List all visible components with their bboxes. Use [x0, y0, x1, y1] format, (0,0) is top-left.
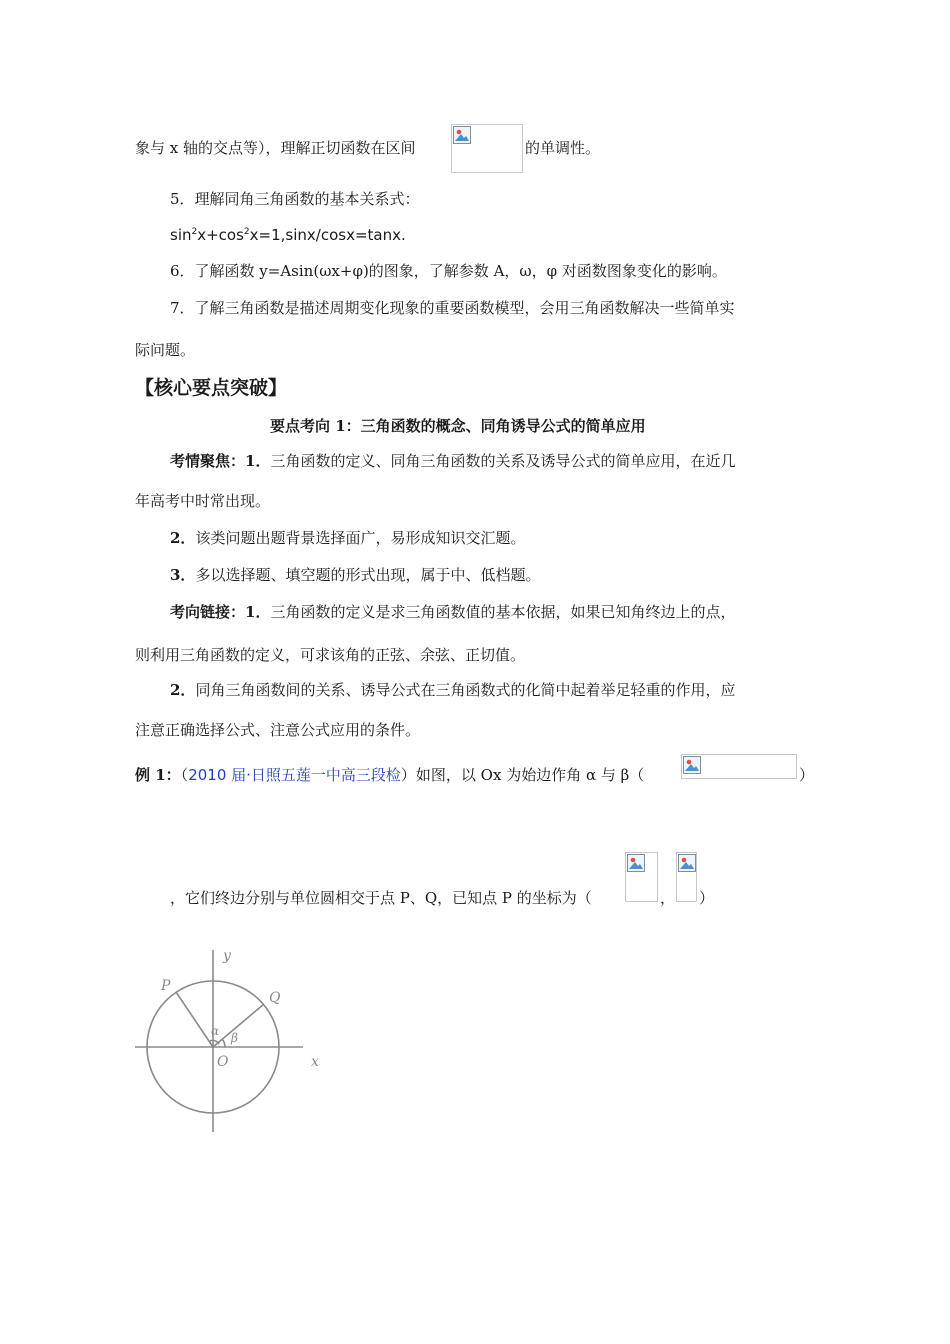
broken-image-icon: [683, 756, 701, 774]
example-1-line: [135, 765, 644, 785]
label-p: P: [161, 978, 171, 994]
label-x: x: [311, 1054, 319, 1070]
link-2-cont: 注意正确选择公式、注意公式应用的条件。: [135, 721, 421, 739]
focus-3-num: 3．: [170, 566, 196, 584]
item-7-line-cont: [135, 340, 195, 360]
item-7-line: [170, 298, 735, 318]
formula-exp-2: 2: [243, 227, 250, 237]
unit-circle-figure: [135, 940, 335, 1140]
text-item-7: 7．了解三角函数是描述周期变化现象的重要函数模型，会用三角函数解决一些简单实: [170, 299, 735, 317]
example-line2-text: ，它们终边分别与单位圆相交于点 P、Q，已知点 P 的坐标为（: [170, 889, 592, 907]
focus-label: 考情聚焦：: [170, 452, 246, 470]
close-paren-text: ）: [699, 889, 715, 907]
terminal-side-q: [213, 1004, 264, 1047]
formula-sin: sin: [170, 226, 192, 244]
link-line-1: [170, 602, 735, 622]
terminal-side-p: [176, 992, 213, 1047]
broken-image-icon: [678, 854, 696, 872]
link-line-2: [170, 680, 735, 700]
section-subheading-text: 要点考向 1：三角函数的概念、同角诱导公式的简单应用: [270, 417, 646, 435]
link-2-num: 2．: [170, 681, 196, 699]
focus-line-1-cont: [135, 491, 270, 511]
beta-arc: [222, 1039, 225, 1047]
text-item-7-cont: 际问题。: [135, 341, 196, 359]
example-line2-close: [699, 888, 714, 908]
text-item-5: 5．理解同角三角函数的基本关系式：: [170, 190, 420, 208]
broken-image-icon: [453, 126, 471, 144]
focus-line-1: [170, 451, 735, 471]
link-1-cont: 则利用三角函数的定义，可求该角的正弦、余弦、正切值。: [135, 646, 526, 664]
focus-1-num: 1．: [245, 452, 271, 470]
link-1-num: 1．: [245, 603, 271, 621]
example-close-paren: ）: [799, 766, 815, 784]
intro-line-1: [135, 138, 416, 158]
example-label: 例 1：: [135, 766, 181, 784]
interval-image-placeholder: [451, 124, 523, 173]
formula-cos: x+cos: [197, 226, 244, 244]
text-l1-post: 的单调性。: [525, 139, 601, 157]
label-o: O: [217, 1054, 229, 1070]
example-text: ）如图，以 Ox 为始边作角 α 与 β（: [400, 766, 645, 784]
example-1-line-2: [170, 888, 592, 908]
focus-2-text: 该类问题出题背景选择面广，易形成知识交汇题。: [195, 529, 526, 547]
intro-line-1-end: [525, 138, 600, 158]
comma-text: ，: [660, 889, 676, 907]
link-line-1-cont: [135, 645, 525, 665]
angle-range-image-placeholder: [681, 754, 797, 779]
text-l1-pre: 象与 x 轴的交点等），理解正切函数在区间: [135, 139, 416, 157]
formula-exp-1: 2: [191, 227, 198, 237]
text-item-6: 6．了解函数 y=Asin(ωx+φ)的图象，了解参数 A，ω，φ 对函数图象变化的影响。: [170, 262, 727, 280]
link-label: 考向链接：: [170, 603, 246, 621]
example-1-close: [799, 765, 814, 785]
item-5-line: [170, 189, 420, 209]
example-line2-comma: [660, 888, 675, 908]
label-alpha: α: [211, 1024, 220, 1038]
focus-1-cont: 年高考中时常出现。: [135, 492, 271, 510]
label-q: Q: [269, 990, 281, 1006]
coord-x-image-placeholder: [625, 852, 658, 902]
label-y: y: [223, 948, 231, 964]
link-1-text: 三角函数的定义是求三角函数值的基本依据，如果已知角终边上的点，: [270, 603, 736, 621]
example-source-link[interactable]: 2010 届·日照五莲一中高三段检: [188, 766, 401, 784]
section-heading: [135, 376, 287, 400]
broken-image-icon: [627, 854, 645, 872]
link-line-2-cont: [135, 720, 420, 740]
identity-formula-line: [170, 225, 406, 245]
coord-y-image-placeholder: [676, 852, 697, 902]
focus-2-num: 2．: [170, 529, 196, 547]
label-beta: β: [231, 1031, 238, 1045]
item-6-line: [170, 261, 727, 281]
focus-3-text: 多以选择题、填空题的形式出现，属于中、低档题。: [195, 566, 541, 584]
section-subheading: [270, 416, 646, 436]
formula-rest: x=1,sinx/cosx=tanx.: [249, 226, 406, 244]
focus-1-text: 三角函数的定义、同角三角函数的关系及诱导公式的简单应用，在近几: [270, 452, 736, 470]
example-paren-open: （: [180, 766, 189, 784]
focus-line-3: [170, 565, 540, 585]
section-heading-text: 【核心要点突破】: [135, 377, 288, 399]
link-2-text: 同角三角函数间的关系、诱导公式在三角函数式的化简中起着举足轻重的作用，应: [195, 681, 736, 699]
focus-line-2: [170, 528, 525, 548]
